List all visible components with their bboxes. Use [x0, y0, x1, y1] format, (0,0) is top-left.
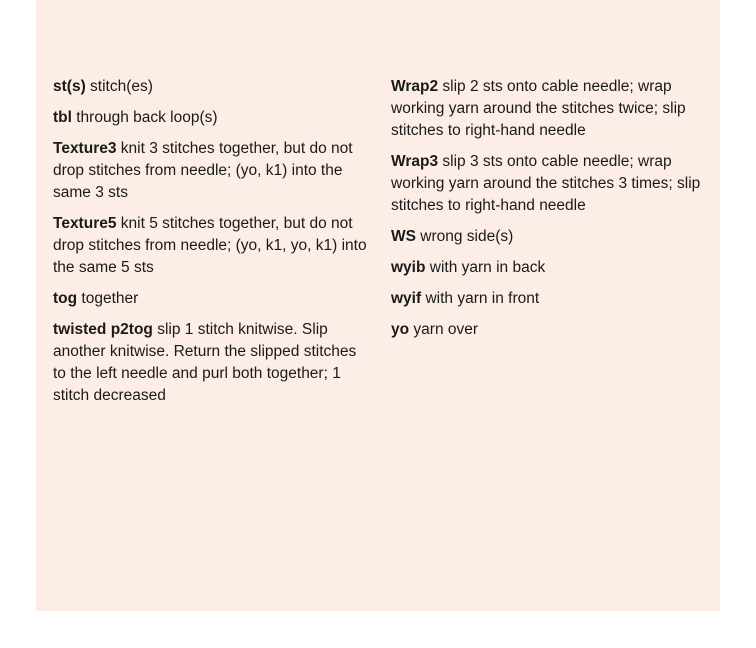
glossary-term: Wrap3 [391, 153, 439, 170]
glossary-entry-texture3 [53, 138, 373, 204]
glossary-entry-wyif [391, 288, 713, 310]
glossary-entry-sts [53, 76, 373, 98]
glossary-definition: with yarn in back [429, 259, 546, 276]
glossary-term: wyif [391, 290, 422, 307]
glossary-term: wyib [391, 259, 426, 276]
glossary-definition: knit 5 stitches together, but do not drop stitches from needle; (yo, k1, yo, k1) into the same 5 sts [53, 215, 367, 276]
glossary-term: st(s) [53, 78, 86, 95]
glossary-entry-tbl [53, 107, 373, 129]
glossary-definition: knit 3 stitches together, but do not drop stitches from needle; (yo, k1) into the same 3 sts [53, 140, 353, 201]
glossary-term: Texture5 [53, 215, 117, 232]
glossary-entry-yo [391, 319, 713, 341]
glossary-entry-ws [391, 226, 713, 248]
glossary-definition: slip 2 sts onto cable needle; wrap working yarn around the stitches twice; slip stitches to right-hand needle [391, 78, 686, 139]
glossary-definition: stitch(es) [90, 78, 153, 95]
glossary-term: tog [53, 290, 78, 307]
glossary-definition: slip 3 sts onto cable needle; wrap working yarn around the stitches 3 times; slip stitches to right-hand needle [391, 153, 701, 214]
glossary-definition: wrong side(s) [420, 228, 514, 245]
glossary-term: Wrap2 [391, 78, 439, 95]
glossary-column-right [391, 76, 713, 350]
glossary-definition: through back loop(s) [76, 109, 218, 126]
glossary-entry-wrap3 [391, 151, 713, 217]
glossary-column-left [53, 76, 373, 416]
glossary-entry-texture5 [53, 213, 373, 279]
glossary-term: Texture3 [53, 140, 117, 157]
glossary-definition: with yarn in front [425, 290, 540, 307]
glossary-entry-twisted-p2tog [53, 319, 373, 407]
glossary-entry-tog [53, 288, 373, 310]
glossary-term: yo [391, 321, 410, 338]
glossary-definition: together [81, 290, 139, 307]
glossary-term: WS [391, 228, 416, 245]
glossary-entry-wyib [391, 257, 713, 279]
glossary-definition: yarn over [413, 321, 479, 338]
glossary-panel [36, 0, 720, 611]
glossary-entry-wrap2 [391, 76, 713, 142]
glossary-term: tbl [53, 109, 72, 126]
glossary-term: twisted p2tog [53, 321, 153, 338]
glossary-definition: slip 1 stitch knitwise. Slip another knitwise. Return the slipped stitches to the left needle and purl both together; 1 stitch decreased [53, 321, 357, 404]
